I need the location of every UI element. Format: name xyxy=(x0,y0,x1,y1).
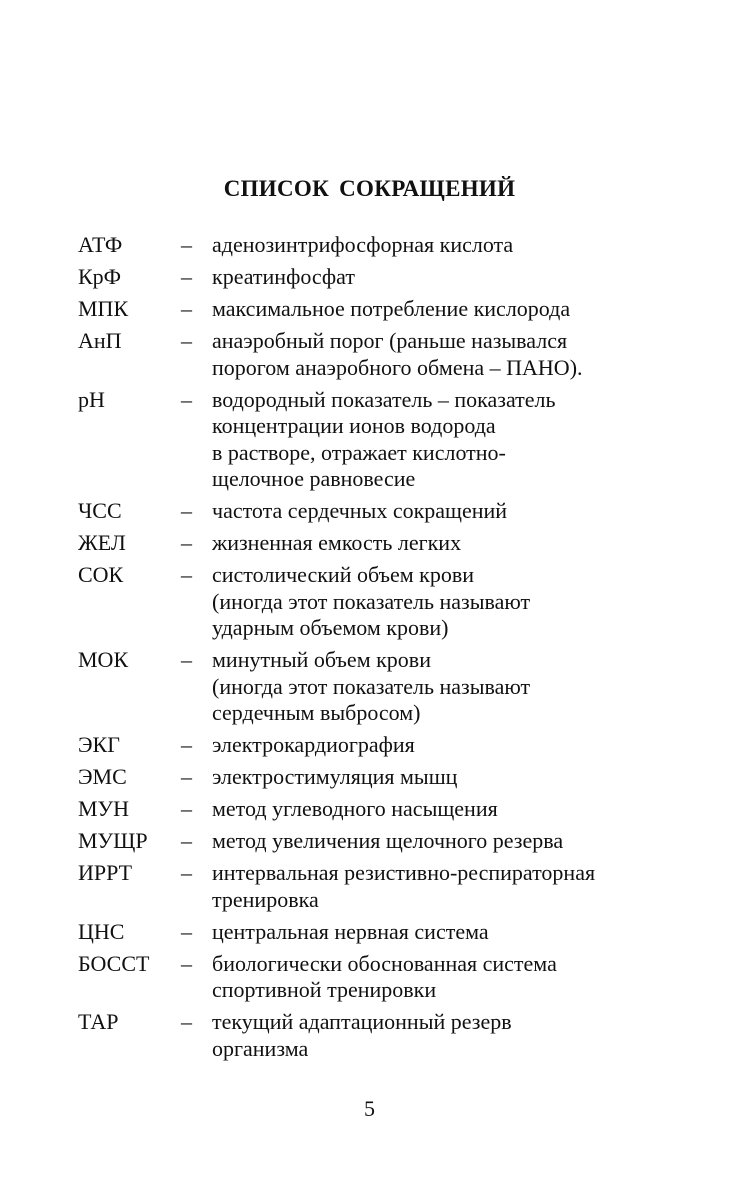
definition: центральная нервная система xyxy=(212,918,489,944)
list-item xyxy=(78,951,678,1004)
dash-separator: – xyxy=(181,498,192,523)
dash-separator: – xyxy=(181,828,192,853)
definition: интервальная резистивно-респираторная тренировка xyxy=(212,860,596,912)
abbreviation: ЦНС xyxy=(78,918,125,944)
dash-separator: – xyxy=(181,918,192,944)
abbreviation: СОК xyxy=(78,562,124,587)
definition: жизненная емкость легких xyxy=(212,530,462,555)
list-item xyxy=(78,530,678,557)
abbreviation: МПК xyxy=(78,296,129,321)
list-item xyxy=(78,796,678,823)
dash-separator: – xyxy=(181,328,192,353)
definition: биологически обоснованная система спортивной тренировки xyxy=(212,950,557,1002)
abbreviation: АнП xyxy=(78,328,122,353)
abbreviation: КрФ xyxy=(78,264,122,289)
abbreviation: БОССТ xyxy=(78,950,150,976)
dash-separator: – xyxy=(181,950,192,976)
definition: метод увеличения щелочного резерва xyxy=(212,828,564,853)
abbreviation: МУЩР xyxy=(78,828,148,853)
definition: текущий адаптационный резерв организма xyxy=(212,1009,512,1061)
list-item xyxy=(78,232,678,259)
list-item xyxy=(78,647,678,727)
definition: электрокардиография xyxy=(212,732,415,757)
abbreviation: МОК xyxy=(78,647,129,672)
dash-separator: – xyxy=(181,296,192,321)
list-item xyxy=(78,919,678,946)
list-item xyxy=(78,828,678,855)
dash-separator: – xyxy=(181,386,192,412)
dash-separator: – xyxy=(181,732,192,757)
definition: минутный объем крови (иногда этот показатель называют сердечным выбросом) xyxy=(212,647,531,725)
list-item xyxy=(78,764,678,791)
definition: водородный показатель – показатель концентрации ионов водорода в растворе, отражает кислотно- щелочное равновесие xyxy=(212,386,556,491)
page-number: 5 xyxy=(364,1096,375,1121)
abbreviation: ЭМС xyxy=(78,764,127,789)
definition: максимальное потребление кислорода xyxy=(212,296,571,321)
dash-separator: – xyxy=(181,647,192,672)
list-item xyxy=(78,387,678,493)
abbreviation-list xyxy=(78,232,678,1068)
abbreviation: ТАР xyxy=(78,1009,119,1034)
list-item xyxy=(78,732,678,759)
dash-separator: – xyxy=(181,232,192,257)
abbreviation: МУН xyxy=(78,796,130,821)
dash-separator: – xyxy=(181,764,192,789)
abbreviation: АТФ xyxy=(78,232,123,257)
dash-separator: – xyxy=(181,796,192,821)
list-item xyxy=(78,860,678,913)
list-item xyxy=(78,296,678,323)
dash-separator: – xyxy=(181,530,192,555)
abbreviation: ИРРТ xyxy=(78,860,133,885)
page-title: СПИСОК СОКРАЩЕНИЙ xyxy=(223,176,516,201)
definition: частота сердечных сокращений xyxy=(212,498,508,523)
definition: систолический объем крови (иногда этот показатель называют ударным объемом крови) xyxy=(212,562,531,640)
dash-separator: – xyxy=(181,562,192,587)
definition: креатинфосфат xyxy=(212,264,355,289)
abbreviation: ЭКГ xyxy=(78,732,120,757)
definition: аденозинтрифосфорная кислота xyxy=(212,232,514,257)
definition: электростимуляция мышц xyxy=(212,764,458,789)
list-item xyxy=(78,1009,678,1062)
abbreviation: ЖЕЛ xyxy=(78,530,126,555)
list-item xyxy=(78,562,678,642)
definition: анаэробный порог (раньше назывался порогом анаэробного обмена – ПАНО). xyxy=(212,328,583,380)
dash-separator: – xyxy=(181,264,192,289)
dash-separator: – xyxy=(181,1009,192,1034)
list-item xyxy=(78,498,678,525)
list-item xyxy=(78,328,678,381)
dash-separator: – xyxy=(181,860,192,885)
definition: метод углеводного насыщения xyxy=(212,796,498,821)
list-item xyxy=(78,264,678,291)
abbreviation: ЧСС xyxy=(78,498,122,523)
abbreviation: pH xyxy=(78,386,105,412)
